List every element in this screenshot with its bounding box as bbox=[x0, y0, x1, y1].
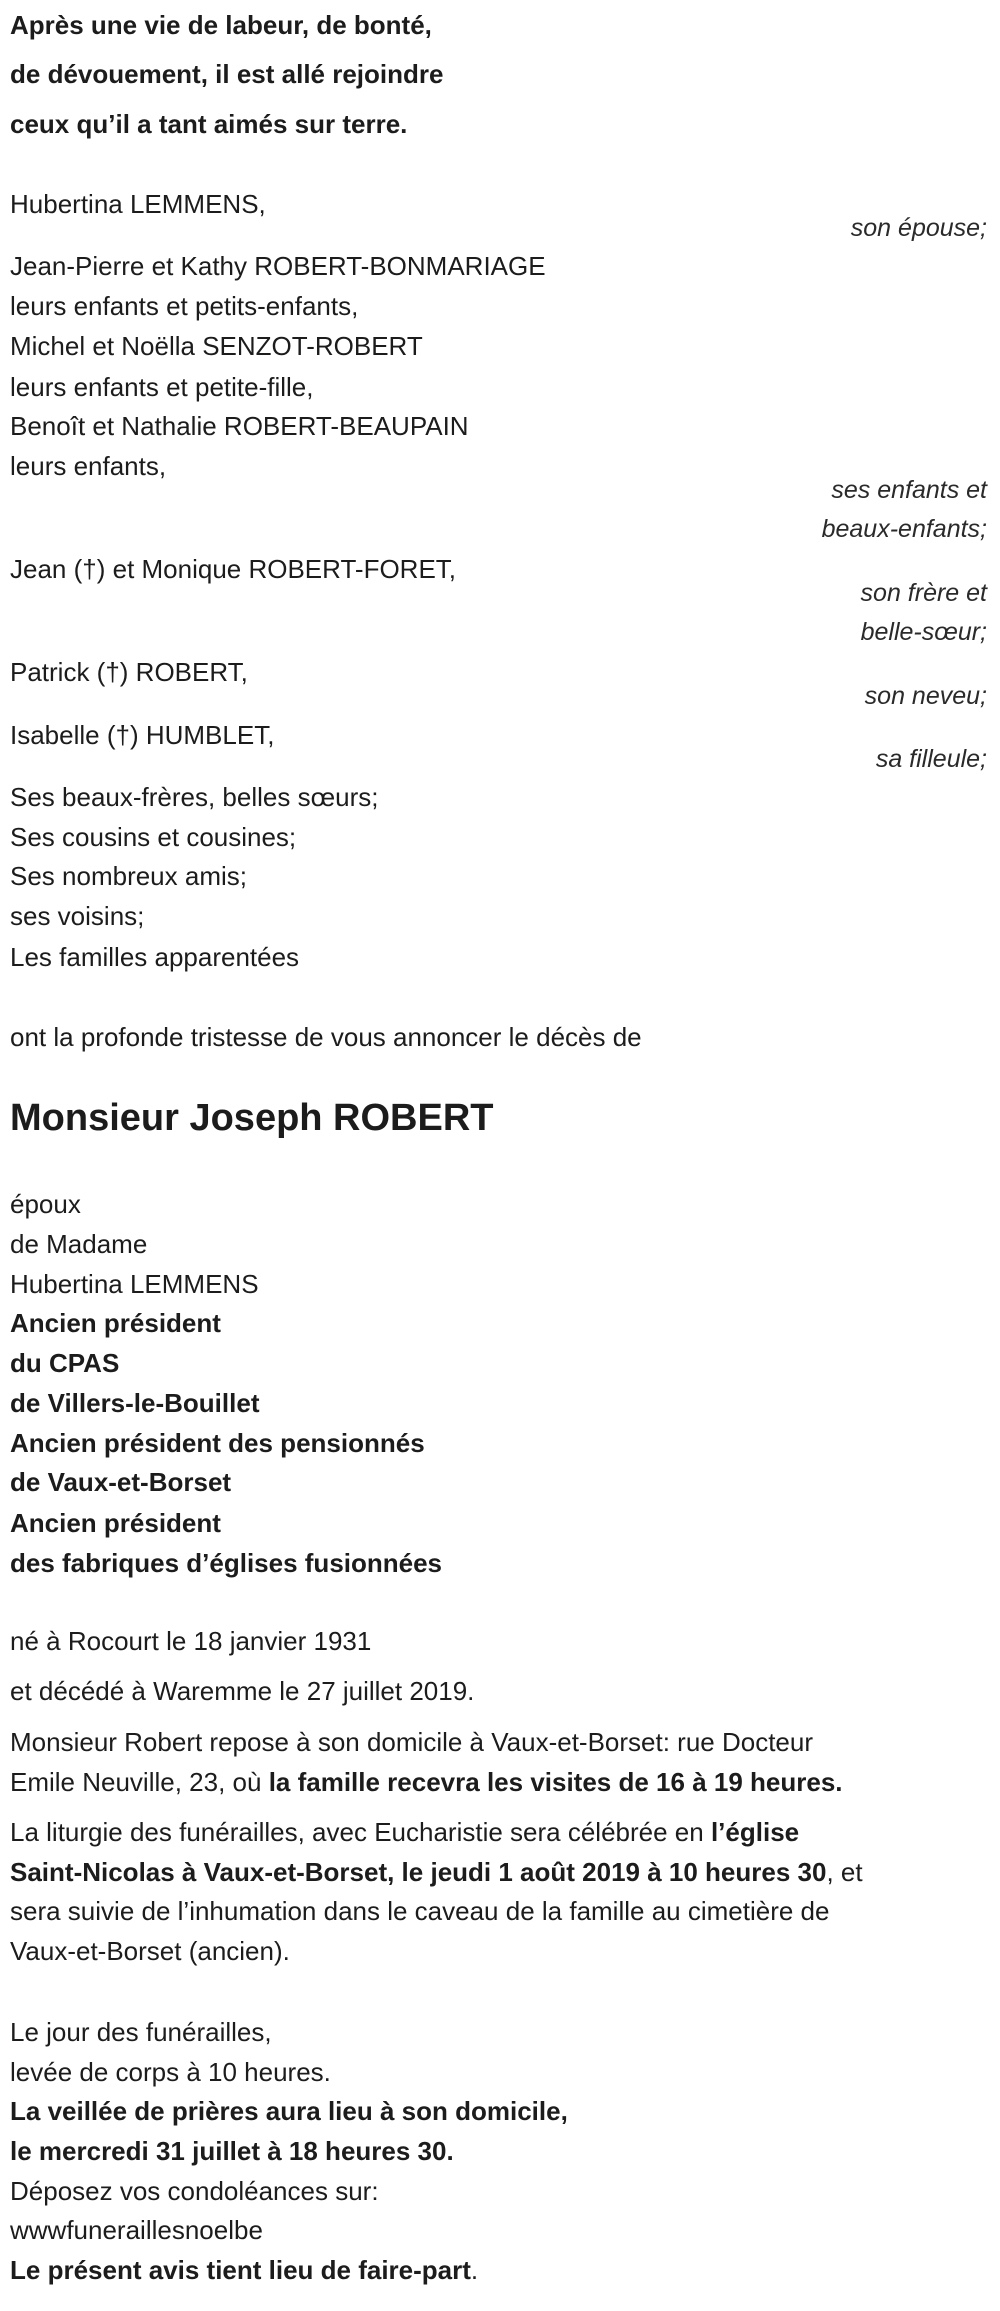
others-line: Les familles apparentées bbox=[10, 942, 300, 972]
condolences-label: Déposez vos condoléances sur: bbox=[10, 2176, 379, 2206]
sibling-relation: son frère et bbox=[860, 579, 987, 607]
spouse-detail-line: Hubertina LEMMENS bbox=[10, 1269, 259, 1299]
intro-line: Après une vie de labeur, de bonté, bbox=[10, 10, 432, 40]
others-line: Ses cousins et cousines; bbox=[10, 822, 297, 852]
children-relation: ses enfants et bbox=[831, 476, 987, 504]
repose-address: Emile Neuville, 23, où bbox=[10, 1767, 269, 1797]
goddaughter-relation: sa filleule; bbox=[875, 745, 987, 773]
condolences-website: wwwfuneraillesnoelbe bbox=[10, 2215, 263, 2245]
liturgy-church: l’église bbox=[710, 1817, 800, 1847]
title-line: de Vaux-et-Borset bbox=[10, 1467, 232, 1497]
spouse-detail-line: de Madame bbox=[10, 1229, 148, 1259]
funeral-day-line: Le jour des funérailles, bbox=[10, 2017, 272, 2047]
children-line: Michel et Noëlla SENZOT-ROBERT bbox=[10, 331, 423, 361]
vigil-line: La veillée de prières aura lieu à son domicile, bbox=[10, 2096, 568, 2126]
children-line: Jean-Pierre et Kathy ROBERT-BONMARIAGE bbox=[10, 251, 546, 281]
children-line: leurs enfants, bbox=[10, 451, 167, 481]
liturgy-line bbox=[10, 1812, 799, 1852]
nephew-relation: son neveu; bbox=[864, 682, 987, 710]
others-line: ses voisins; bbox=[10, 901, 145, 931]
title-line: Ancien président bbox=[10, 1308, 221, 1338]
sibling-name: Jean (†) et Monique ROBERT-FORET, bbox=[10, 554, 457, 584]
birth-info: né à Rocourt le 18 janvier 1931 bbox=[10, 1626, 372, 1656]
notice-text: Le présent avis tient lieu de faire-part bbox=[10, 2255, 471, 2285]
children-relation: beaux-enfants; bbox=[821, 515, 987, 543]
visiting-hours: la famille recevra les visites de 16 à 19 heures. bbox=[268, 1767, 843, 1797]
title-line: de Villers-le-Bouillet bbox=[10, 1388, 260, 1418]
others-line: Ses beaux-frères, belles sœurs; bbox=[10, 782, 379, 812]
intro-line: de dévouement, il est allé rejoindre bbox=[10, 59, 444, 89]
liturgy-line bbox=[10, 1852, 863, 1892]
others-line: Ses nombreux amis; bbox=[10, 861, 247, 891]
spouse-detail-line: époux bbox=[10, 1189, 81, 1219]
liturgy-text: , et bbox=[826, 1857, 863, 1887]
repose-line: Monsieur Robert repose à son domicile à Vaux-et-Borset: rue Docteur bbox=[10, 1727, 814, 1757]
repose-line bbox=[10, 1762, 843, 1802]
nephew-name: Patrick (†) ROBERT, bbox=[10, 657, 248, 687]
children-line: leurs enfants et petits-enfants, bbox=[10, 291, 359, 321]
announcement: ont la profonde tristesse de vous annoncer le décès de bbox=[10, 1022, 642, 1052]
title-line: du CPAS bbox=[10, 1348, 120, 1378]
title-line: Ancien président bbox=[10, 1508, 221, 1538]
goddaughter-name: Isabelle (†) HUMBLET, bbox=[10, 720, 275, 750]
funeral-day-line: levée de corps à 10 heures. bbox=[10, 2057, 331, 2087]
deceased-name: Monsieur Joseph ROBERT bbox=[10, 1097, 494, 1139]
spouse-name: Hubertina LEMMENS, bbox=[10, 189, 266, 219]
title-line: des fabriques d’églises fusionnées bbox=[10, 1548, 443, 1578]
liturgy-line: Vaux-et-Borset (ancien). bbox=[10, 1936, 290, 1966]
children-line: Benoît et Nathalie ROBERT-BEAUPAIN bbox=[10, 411, 469, 441]
notice-line bbox=[10, 2250, 478, 2290]
children-line: leurs enfants et petite-fille, bbox=[10, 372, 314, 402]
title-line: Ancien président des pensionnés bbox=[10, 1428, 425, 1458]
intro-line: ceux qu’il a tant aimés sur terre. bbox=[10, 109, 408, 139]
notice-period: . bbox=[470, 2255, 479, 2285]
liturgy-location-date: Saint-Nicolas à Vaux-et-Borset, le jeudi 1 août 2019 à 10 heures 30 bbox=[10, 1857, 827, 1887]
liturgy-text: La liturgie des funérailles, avec Eucharistie sera célébrée en bbox=[10, 1817, 711, 1847]
death-info: et décédé à Waremme le 27 juillet 2019. bbox=[10, 1676, 475, 1706]
sibling-relation: belle-sœur; bbox=[860, 618, 987, 646]
vigil-line: le mercredi 31 juillet à 18 heures 30. bbox=[10, 2136, 454, 2166]
spouse-relation: son épouse; bbox=[850, 214, 987, 242]
liturgy-line: sera suivie de l’inhumation dans le caveau de la famille au cimetière de bbox=[10, 1896, 830, 1926]
